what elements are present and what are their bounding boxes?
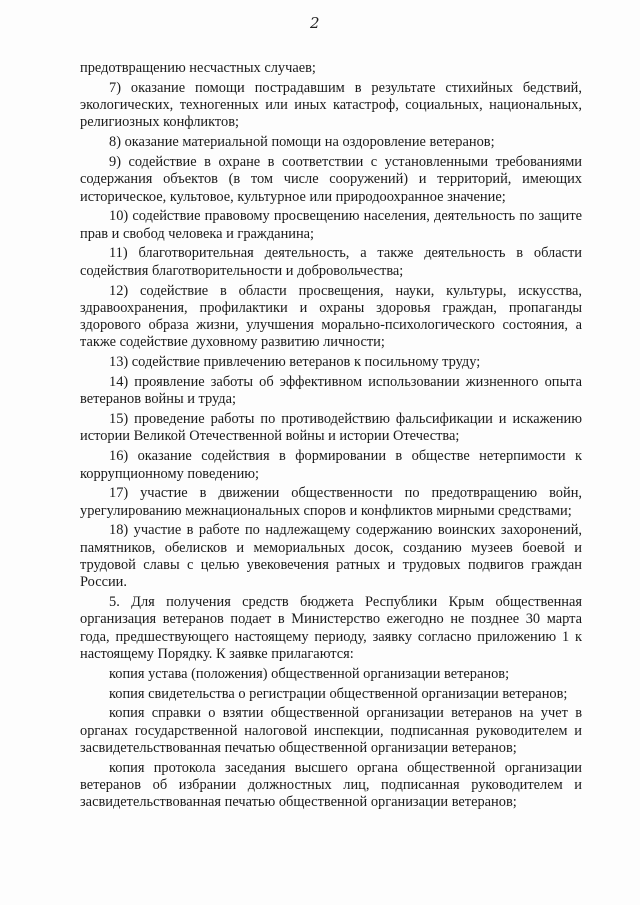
paragraph: копия свидетельства о регистрации общественной организации ветеранов; [109,685,568,702]
paragraph: 14) проявление заботы об эффективном использовании жизненного опыта ветеранов войны и труда; [80,374,582,408]
paragraph: 16) оказание содействия в формировании в обществе нетерпимости к коррупционному поведению; [80,448,582,482]
paragraph: предотвращению несчастных случаев; [80,60,316,76]
paragraph: 17) участие в движении общественности по предотвращению войн, урегулированию межнациональных споров и конфликтов мирными средствами; [80,485,582,519]
page-number: 2 [310,14,320,32]
document-body [80,60,582,812]
paragraph: 8) оказание материальной помощи на оздоровление ветеранов; [109,134,495,151]
paragraph: 15) проведение работы по противодействию фальсификации и искажению истории Великой Отечественной войны и истории Отечества; [80,411,582,445]
paragraph: копия устава (положения) общественной организации ветеранов; [109,665,510,682]
paragraph: 18) участие в работе по надлежащему содержанию воинских захоронений, памятников, обелисков и мемориальных досок, созданию музеев боевой и трудовой славы с целью увековечения ратных и трудовых подвигов граждан России. [80,522,582,591]
paragraph: 13) содействие привлечению ветеранов к посильному труду; [109,354,481,371]
paragraph: 5. Для получения средств бюджета Республики Крым общественная организация ветеранов подает в Министерство ежегодно не позднее 30 марта года, предшествующего настоящему периоду, заявку согласно приложению 1 к настоящему Порядку. К заявке прилагаются: [80,594,582,662]
paragraph: 12) содействие в области просвещения, науки, культуры, искусства, здравоохранения, профилактики и охраны здоровья граждан, пропаганды здорового образа жизни, улучшения морально-психологического состояния, а также содействие духовному развитию личности; [80,282,582,351]
paragraph: 11) благотворительная деятельность, а также деятельность в области содействия благотворительности и добровольчества; [80,245,582,279]
paragraph: 10) содействие правовому просвещению населения, деятельность по защите прав и свобод человека и гражданина; [80,208,582,242]
paragraph: 7) оказание помощи пострадавшим в результате стихийных бедствий, экологических, техногенных или иных катастроф, социальных, национальных, религиозных конфликтов; [80,79,582,131]
paragraph: 9) содействие в охране в соответствии с установленными требованиями содержания объектов (в том числе сооружений) и территорий, имеющих историческое, культовое, культурное или природоохранное значение; [80,153,582,205]
paragraph: копия справки о взятии общественной организации ветеранов на учет в органах государственной налоговой инспекции, подписанная руководителем и засвидетельствованная печатью общественной организации ветеранов; [80,705,582,756]
paragraph: копия протокола заседания высшего органа общественной организации ветеранов об избрании должностных лиц, подписанная руководителем и засвидетельствованная печатью общественной организации ветеранов; [80,759,582,811]
